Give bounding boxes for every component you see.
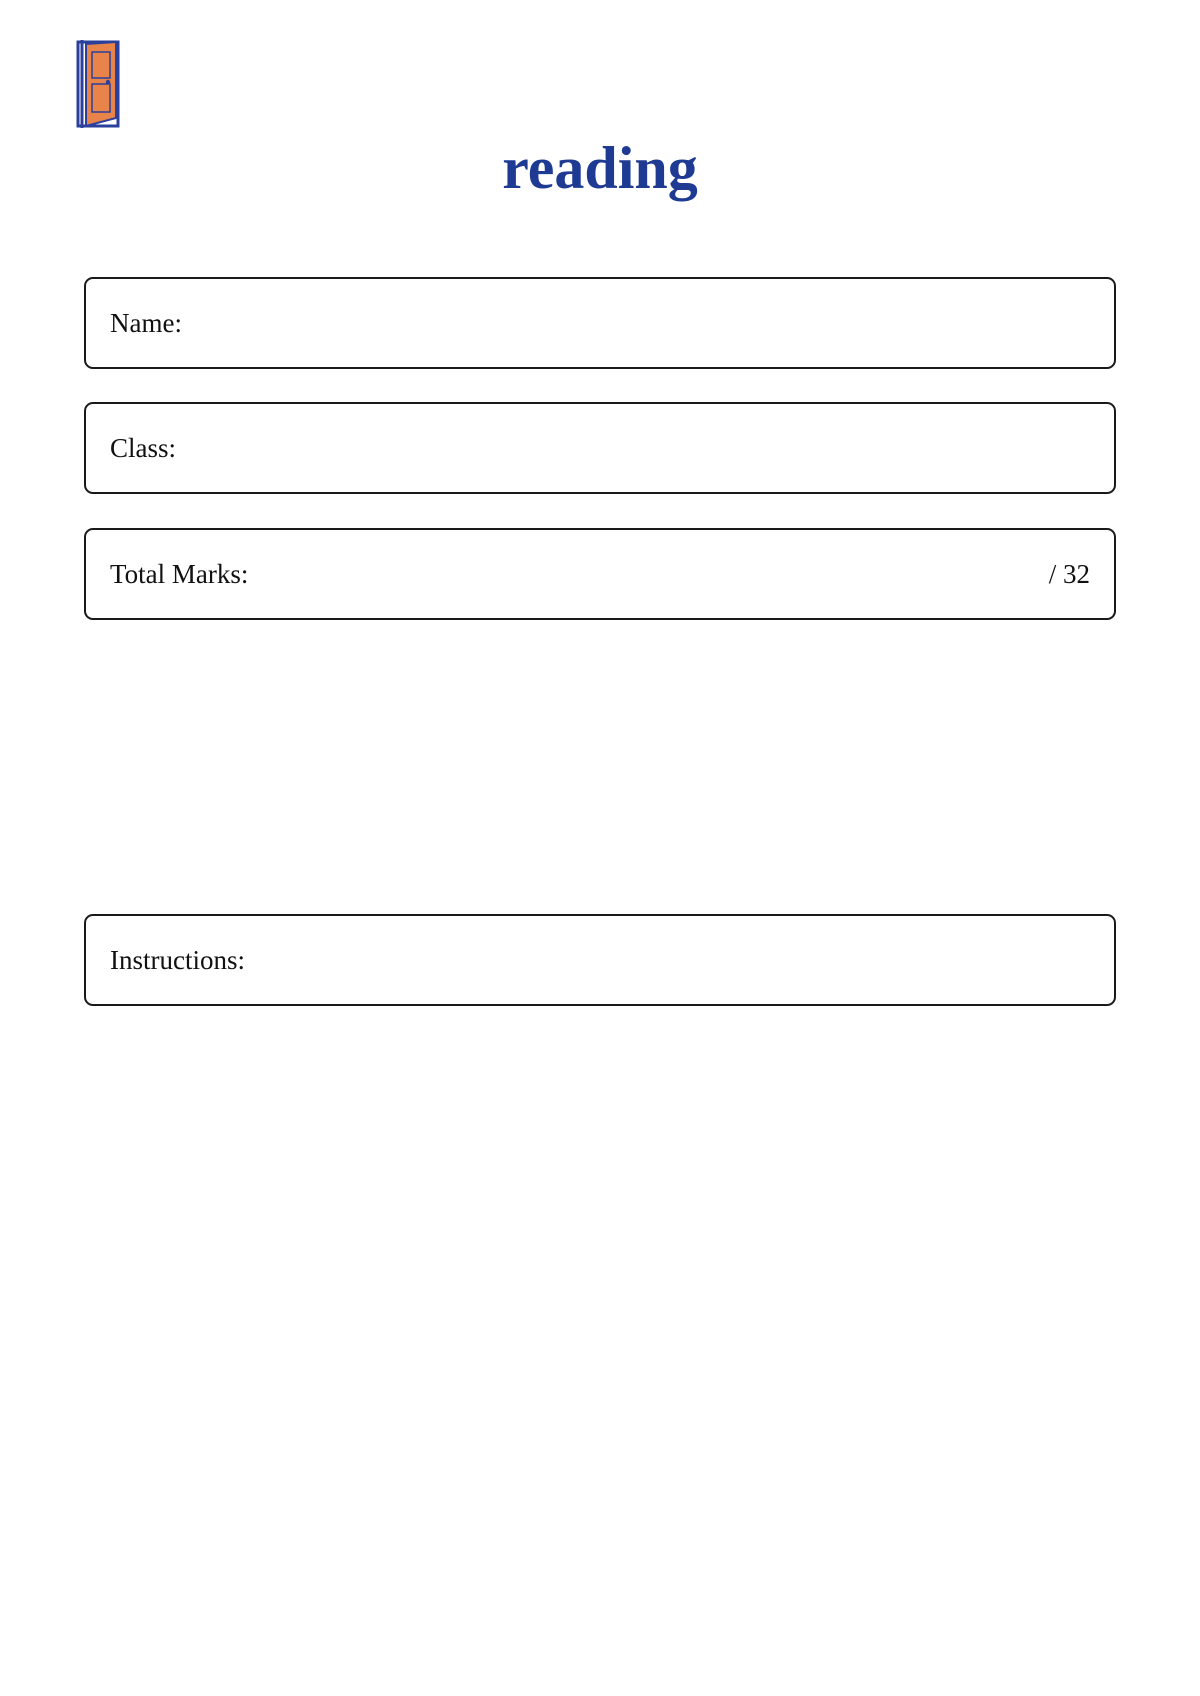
class-label: Class: xyxy=(110,432,177,463)
total-marks-label: Total Marks: xyxy=(110,558,249,589)
total-marks-field[interactable] xyxy=(84,528,1116,620)
name-field[interactable] xyxy=(84,277,1116,369)
open-door-icon xyxy=(76,38,124,130)
name-label: Name: xyxy=(110,307,182,338)
total-marks-max: / 32 xyxy=(1048,558,1090,589)
instructions-field[interactable] xyxy=(84,914,1116,1006)
class-field[interactable] xyxy=(84,402,1116,494)
instructions-label: Instructions: xyxy=(110,944,245,975)
page-title: reading xyxy=(502,135,698,201)
